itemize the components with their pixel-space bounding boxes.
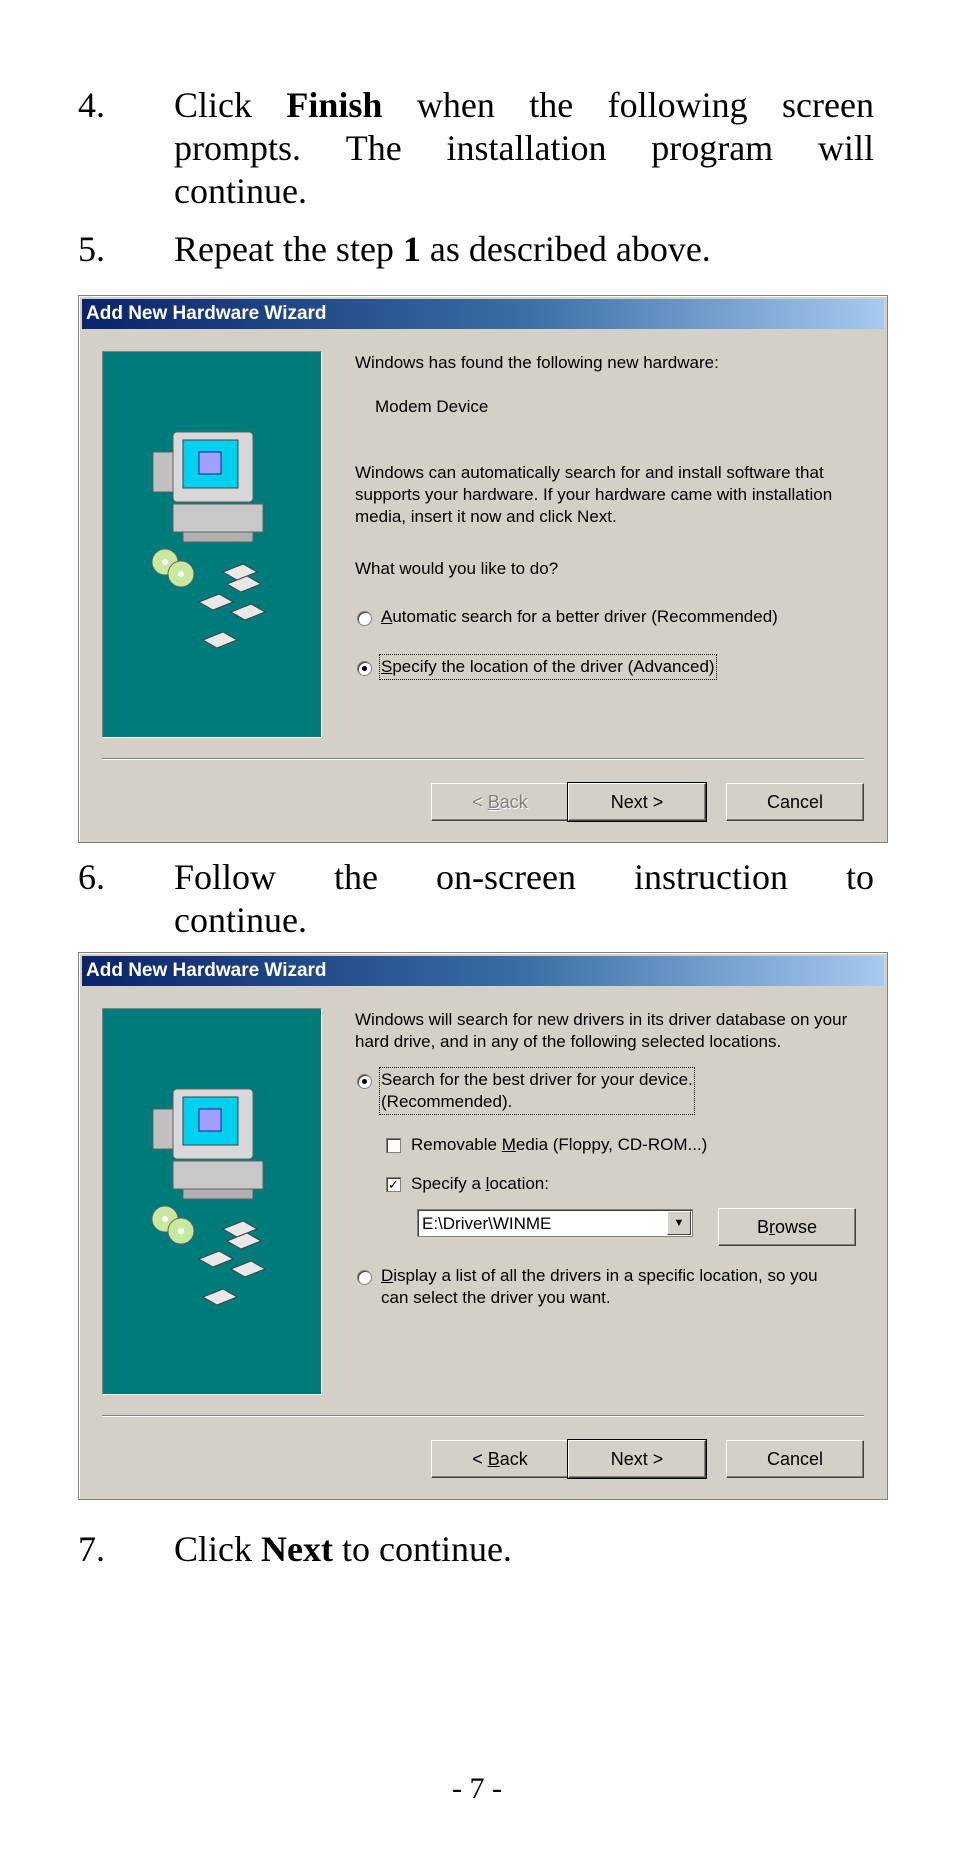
step-6-word: instruction xyxy=(633,857,788,897)
specify-location-checkbox[interactable]: ✓ xyxy=(386,1177,401,1192)
back-button[interactable] xyxy=(431,1440,569,1478)
back-button-rest: ack xyxy=(499,1449,528,1469)
specify-location-radio[interactable] xyxy=(357,661,372,676)
device-name: Modem Device xyxy=(375,397,489,416)
step-6-word: Follow xyxy=(174,857,277,897)
step-4-word: the xyxy=(529,85,574,125)
step-6-number: 6. xyxy=(78,857,105,897)
step-4-finish-bold: Finish xyxy=(286,85,383,125)
browse-button[interactable] xyxy=(718,1208,856,1246)
wizard-dialog-1 xyxy=(78,295,888,843)
step-4-number: 4. xyxy=(78,85,105,125)
automatic-search-label-rest: utomatic search for a better driver (Recommended) xyxy=(392,607,778,626)
next-button[interactable]: Next > xyxy=(568,1440,706,1478)
step-6-word: the xyxy=(334,857,379,897)
specify-location-label-rest: ocation: xyxy=(489,1174,549,1193)
step-4-word: following xyxy=(607,85,748,125)
location-path-combobox[interactable] xyxy=(417,1209,693,1237)
page-number: - 7 - xyxy=(452,1772,502,1805)
display-driver-list-key: D xyxy=(381,1266,394,1285)
step-4-text xyxy=(174,84,874,213)
removable-media-label-pre: Removable xyxy=(411,1135,502,1154)
browse-button-pre: B xyxy=(756,1217,769,1237)
removable-media-label-rest: edia (Floppy, CD-ROM...) xyxy=(515,1135,708,1154)
search-best-driver-radio[interactable] xyxy=(357,1074,372,1089)
computer-disks-icon xyxy=(143,1069,283,1319)
display-driver-list-rest: isplay a list of all the drivers in a specific location, so you xyxy=(393,1266,818,1285)
specify-location-label-key: l xyxy=(485,1174,490,1193)
automatic-search-radio[interactable] xyxy=(357,611,372,626)
step-6-line-2: continue. xyxy=(174,900,307,940)
specify-location-label-key: S xyxy=(381,657,393,676)
step-4-line-2 xyxy=(174,127,874,170)
specify-location-label[interactable] xyxy=(411,1173,549,1195)
removable-media-checkbox[interactable] xyxy=(386,1138,401,1153)
back-button-prefix: < xyxy=(472,792,488,812)
computer-disks-icon xyxy=(143,412,283,662)
removable-media-label-key: M xyxy=(501,1135,516,1154)
specify-location-label-pre: Specify a xyxy=(411,1174,486,1193)
browse-button-key: r xyxy=(768,1217,775,1237)
next-button[interactable]: Next > xyxy=(568,783,706,821)
step-4-word: Click xyxy=(174,85,252,125)
found-hardware-text: Windows has found the following new hardware: xyxy=(355,353,719,372)
back-button-key: B xyxy=(487,792,500,812)
step-4-word: installation xyxy=(446,128,607,168)
cancel-button[interactable]: Cancel xyxy=(726,783,864,821)
step-4-line-3: continue. xyxy=(174,171,307,211)
step-4-word: prompts. xyxy=(174,128,302,168)
step-5-text xyxy=(174,228,874,271)
step-4-word: will xyxy=(817,128,874,168)
location-path-value: E:\Driver\WINME xyxy=(422,1214,552,1233)
automatic-search-label[interactable] xyxy=(381,606,778,628)
step-5-number: 5. xyxy=(78,229,105,269)
step-7-next-bold: Next xyxy=(261,1529,333,1569)
display-driver-list-label[interactable] xyxy=(381,1265,818,1309)
step-5-text-post: as described above. xyxy=(429,229,711,269)
automatic-search-label-key: A xyxy=(381,607,393,626)
step-6-text xyxy=(174,856,874,942)
back-button-prefix: < xyxy=(472,1449,488,1469)
display-driver-list-line-2: can select the driver you want. xyxy=(381,1288,611,1307)
dialog-1-separator xyxy=(102,758,864,760)
step-4-word: program xyxy=(651,128,774,168)
dialog-2-titlebar: Add New Hardware Wizard xyxy=(82,956,884,986)
removable-media-label[interactable] xyxy=(411,1134,707,1156)
back-button-rest: ack xyxy=(499,792,528,812)
dialog-1-titlebar: Add New Hardware Wizard xyxy=(82,299,884,329)
search-best-driver-line-2: (Recommended). xyxy=(381,1092,513,1111)
cancel-button[interactable]: Cancel xyxy=(726,1440,864,1478)
step-4-line-1 xyxy=(174,84,874,127)
question-text: What would you like to do? xyxy=(355,559,559,578)
wizard-dialog-2 xyxy=(78,952,888,1500)
wizard-illustration-panel xyxy=(102,351,322,738)
search-best-driver-line-1: Search for the best driver for your device. xyxy=(381,1070,693,1089)
display-driver-list-radio[interactable] xyxy=(357,1270,372,1285)
step-4-word: when xyxy=(416,85,495,125)
specify-location-label-rest: pecify the location of the driver (Advanced) xyxy=(392,657,715,676)
step-6-word: to xyxy=(845,857,874,897)
dropdown-arrow-icon[interactable]: ▼ xyxy=(667,1211,691,1235)
step-4-word: screen xyxy=(782,85,874,125)
auto-search-description: Windows can automatically search for and install software that supports your hardware. If your hardware came with installation media, insert it now and click Next. xyxy=(355,463,833,526)
step-5-text-pre: Repeat the step xyxy=(174,229,394,269)
back-button-key: B xyxy=(487,1449,500,1469)
back-button[interactable] xyxy=(431,783,569,821)
dialog-2-separator xyxy=(102,1415,864,1417)
specify-location-label[interactable] xyxy=(381,656,715,678)
step-7-text xyxy=(174,1528,874,1571)
step-6-line-1 xyxy=(174,856,874,899)
search-best-driver-label[interactable] xyxy=(381,1069,693,1113)
step-7-number: 7. xyxy=(78,1529,105,1569)
step-6-word: on-screen xyxy=(436,857,576,897)
step-7-text-post: to continue. xyxy=(341,1529,512,1569)
step-7-text-pre: Click xyxy=(174,1529,252,1569)
display-driver-list-line-1 xyxy=(381,1265,818,1287)
wizard-illustration-panel xyxy=(102,1008,322,1395)
browse-button-rest: owse xyxy=(774,1217,818,1237)
step-4-word: The xyxy=(345,128,402,168)
search-intro-text: Windows will search for new drivers in its driver database on your hard drive, and in any of the following selected locations. xyxy=(355,1010,848,1051)
step-5-bold: 1 xyxy=(402,229,421,269)
